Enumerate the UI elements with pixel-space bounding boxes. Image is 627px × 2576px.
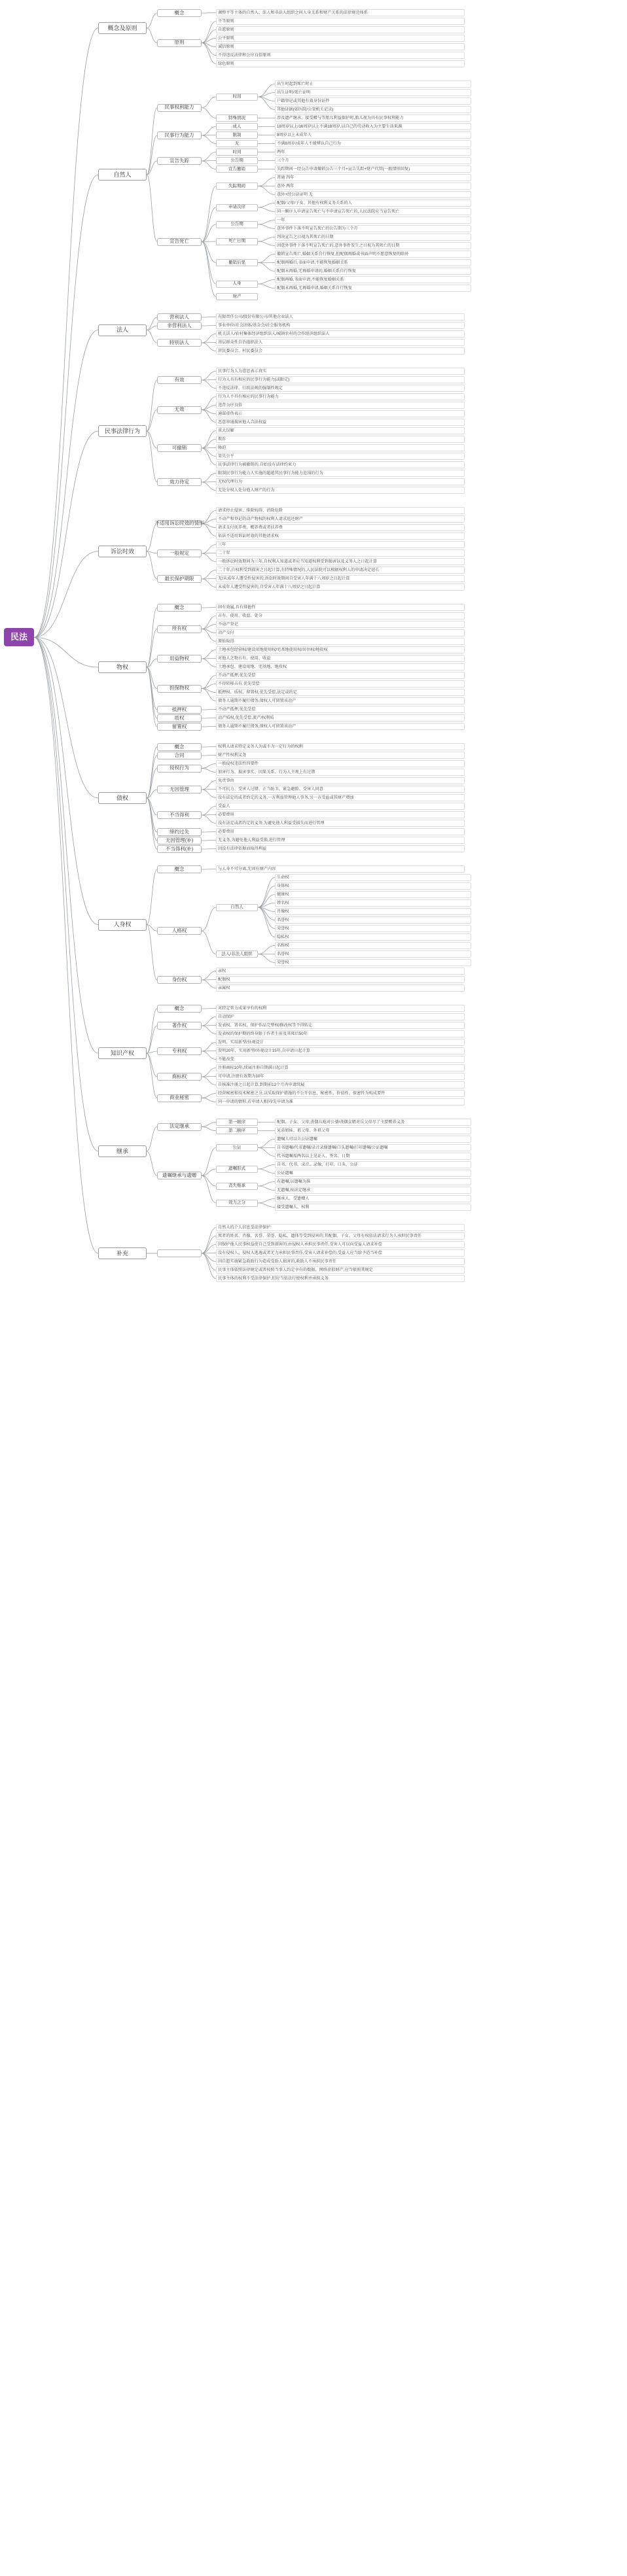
leaf-3-1-1: 违背公序良俗 bbox=[216, 402, 465, 409]
node-5-5[interactable]: 质权 bbox=[157, 714, 202, 722]
leaf-3-2-0: 重大误解 bbox=[216, 427, 465, 434]
node-6-5[interactable]: 缔约过失 bbox=[157, 828, 202, 836]
leaf-4-1-2: 一般诉讼时效期间为三年,自权利人知道或者应当知道权利受到损害以及义务人之日起计算 bbox=[216, 558, 465, 565]
leaf-1-1-0-0: 18周岁以上/16周岁以上不满18周岁,以自己的劳动收入为主要生活来源 bbox=[275, 123, 471, 130]
leaf-5-2-0: 土地承包经营权/建设用地使用权/宅基地使用权/居住权/地役权 bbox=[216, 646, 465, 653]
leaf-1-2-0-0: 两年 bbox=[275, 148, 471, 156]
leaf-6-6-0: 无义务,为避免他人利益受损,进行管理 bbox=[216, 837, 465, 844]
node-6-4[interactable]: 不当得利 bbox=[157, 811, 202, 819]
node-7-0[interactable]: 概念 bbox=[157, 865, 202, 873]
leaf-5-1-2: 动产交付 bbox=[216, 629, 465, 636]
leaf-8-3-2: 自核准注册之日起计算,到期前12个月内申请续展 bbox=[216, 1081, 465, 1088]
leaf-4-0-2: 请求支付抚养费、赡养费或者扶养费 bbox=[216, 524, 465, 531]
subnode-1-3-5[interactable]: 人身 bbox=[216, 281, 258, 288]
leaf-3-0-1: 行为人具有相应的民事行为能力(或限定) bbox=[216, 376, 465, 383]
leaf-1-0-1-0: 涉及遗产继承、接受赠与等胎儿利益保护时,胎儿视为具有民事权利能力 bbox=[275, 114, 471, 122]
leaf-9-1-3-0: 继承人、受遗赠人 bbox=[275, 1195, 471, 1202]
leaf-3-1-3: 恶意串通损害他人合法权益 bbox=[216, 419, 465, 426]
leaf-9-1-2-1: 无遗嘱,按法定继承 bbox=[275, 1187, 471, 1194]
node-6-3[interactable]: 无因管理 bbox=[157, 786, 202, 793]
leaf-1-2-2-0: 失踪期间一经公告申请撤销公告三个月+宣告失踪+财产代管(一般情形回复) bbox=[275, 165, 471, 173]
subnode-1-0-1[interactable]: 特殊情况 bbox=[216, 114, 258, 122]
leaf-3-3-0: 限制民事行为能力人实施的超越其民事行为能力范围的行为 bbox=[216, 470, 465, 477]
subnode-1-2-1[interactable]: 公告期 bbox=[216, 157, 258, 164]
leaf-3-0-2: 不违反法律、行政法规的强制性规定 bbox=[216, 385, 465, 392]
leaf-0-1-2: 公平原则 bbox=[216, 35, 465, 42]
leaf-4-2-1: 无/未成年人遭受性侵害的,诉讼时效期间自受害人年满十八周岁之日起计算 bbox=[216, 575, 465, 582]
leaf-3-2-1: 欺诈 bbox=[216, 436, 465, 443]
leaf-6-4-2: 没有法定或者约定的义务,为避免他人利益受损失而进行管理 bbox=[216, 820, 465, 827]
node-7-1[interactable]: 人格权 bbox=[157, 927, 202, 935]
leaf-6-3-2: 没有法定的或者约定的义务,一方利益管理他人事务,另一方受益或其财产增加 bbox=[216, 794, 465, 801]
subnode-1-0-0[interactable]: 时间 bbox=[216, 94, 258, 101]
leaf-5-4-0: 不动产抵押,优先受偿 bbox=[216, 706, 465, 713]
leaf-3-2-3: 显失公平 bbox=[216, 453, 465, 460]
leaf-2-2-2: 居民委员会、村民委员会 bbox=[216, 347, 465, 355]
node-4-2[interactable]: 最长保护期限 bbox=[157, 575, 202, 583]
branch-4[interactable]: 诉讼时效 bbox=[98, 546, 147, 557]
leaf-9-0-1-0: 兄弟姐妹、祖父母、外祖父母 bbox=[275, 1127, 471, 1134]
leaf-1-3-1-0: 配偶/父母/子女、其他有权利义务关系的人 bbox=[275, 200, 471, 207]
node-4-0[interactable]: 不适用诉讼时效的情形 bbox=[157, 520, 202, 528]
leaf-6-3-0: 免责事由 bbox=[216, 777, 465, 784]
leaf-1-3-4-2: 配偶未再婚,无再婚申请的,婚姻关系自行恢复 bbox=[275, 268, 471, 275]
branch-3[interactable]: 民事法律行为 bbox=[98, 425, 147, 437]
leaf-3-0-0: 民事行为人为意思表示真实 bbox=[216, 368, 465, 375]
leaf-9-0-0-0: 配偶、子女、父母;丧偶儿媳对公婆/丧偶女婿对岳父母尽了主要赡养义务 bbox=[275, 1119, 471, 1126]
subnode-9-1-3[interactable]: 效力之分 bbox=[216, 1200, 258, 1207]
branch-7[interactable]: 人身权 bbox=[98, 919, 147, 931]
branch-1[interactable]: 自然人 bbox=[98, 169, 147, 181]
node-8-0[interactable]: 概念 bbox=[157, 1005, 202, 1013]
node-8-1[interactable]: 著作权 bbox=[157, 1022, 202, 1030]
leaf-6-2-0: 一般侵权违法性四要件 bbox=[216, 760, 465, 767]
leaf-6-0-0: 权利人请求特定义务人为或不为一定行为的权利 bbox=[216, 743, 465, 750]
node-2-0[interactable]: 营利法人 bbox=[157, 313, 202, 321]
node-5-1[interactable]: 所有权 bbox=[157, 625, 202, 633]
leaf-7-1-0-3: 姓名权 bbox=[275, 899, 471, 907]
leaf-6-4-1: 必要费用 bbox=[216, 811, 465, 818]
leaf-1-1-2-0: 不满8周岁/成年人不能辨认自己行为 bbox=[275, 140, 471, 147]
subnode-1-3-3[interactable]: 死亡日期 bbox=[216, 238, 258, 245]
leaf-5-1-0: 占有、使用、收益、处分 bbox=[216, 612, 465, 619]
leaf-4-2-0: 二十年,自权利受到损害之日起计算,有特殊情况的,人民法院可以根据权利人的申请决定延长 bbox=[216, 566, 465, 574]
node-2-1[interactable]: 非营利法人 bbox=[157, 322, 202, 330]
subnode-7-1-0[interactable]: 自然人 bbox=[216, 904, 258, 911]
node-5-6[interactable]: 留置权 bbox=[157, 723, 202, 731]
leaf-2-2-1: 基层群众性自治组织法人 bbox=[216, 339, 465, 346]
node-5-2[interactable]: 用益物权 bbox=[157, 655, 202, 663]
node-1-0[interactable]: 民事权利能力 bbox=[157, 104, 202, 112]
node-6-0[interactable]: 概念 bbox=[157, 743, 202, 751]
leaf-9-1-0-2: 代书遗嘱需两名以上见证人、签名、日期 bbox=[275, 1153, 471, 1160]
node-5-3[interactable]: 担保物权 bbox=[157, 685, 202, 693]
leaf-7-1-0-5: 名誉权 bbox=[275, 916, 471, 924]
subnode-1-3-1[interactable]: 申请次序 bbox=[216, 204, 258, 211]
leaf-3-2-4: 民事法律行为被撤销的,自始没有法律约束力 bbox=[216, 461, 465, 468]
leaf-2-0-0: 有限责任公司/股份有限公司/其他企业法人 bbox=[216, 313, 465, 321]
branch-10[interactable]: 补充 bbox=[98, 1247, 147, 1259]
leaf-10-0-3: 没有侵权人、侵权人逃逸或者无力承担民事责任,受害人请求补偿的,受益人应当给予适当补偿 bbox=[216, 1249, 465, 1257]
leaf-7-2-1: 配偶权 bbox=[216, 976, 465, 983]
subnode-1-3-4[interactable]: 撤销后果 bbox=[216, 259, 258, 266]
leaf-6-5-0: 必要费用 bbox=[216, 828, 465, 835]
subnode-1-2-2[interactable]: 宣告撤销 bbox=[216, 165, 258, 173]
leaf-8-2-1: 发明20年、实用新型/外观设计15年,自申请日起计算 bbox=[216, 1047, 465, 1054]
leaf-8-1-1: 发表权、署名权、保护作品完整权/修改权等不得转让 bbox=[216, 1022, 465, 1029]
node-0-1[interactable]: 原则 bbox=[157, 39, 202, 47]
node-1-3[interactable]: 宣告死亡 bbox=[157, 238, 202, 246]
leaf-4-0-3: 依法不适用诉讼时效的其他请求权 bbox=[216, 532, 465, 540]
node-4-1[interactable]: 一般规定 bbox=[157, 549, 202, 557]
leaf-5-5-0: 动产质权,优先受偿,流产/权利质 bbox=[216, 714, 465, 722]
leaf-6-4-0: 受益人 bbox=[216, 803, 465, 810]
leaf-1-3-2-1: 意外事件下落不明宣告死亡的公告期为三个月 bbox=[275, 225, 471, 232]
leaf-10-0-5: 民事主体依照法律规定或者按照当事人约定享有的数据、网络虚拟财产,应当依照其规定 bbox=[216, 1266, 465, 1274]
leaf-2-1-0: 事业单位/社会团体/基金会/社会服务机构 bbox=[216, 322, 465, 329]
leaf-3-1-2: 通谋虚伪表示 bbox=[216, 410, 465, 417]
leaf-8-1-0: 自动保护 bbox=[216, 1013, 465, 1020]
leaf-10-0-1: 死者的姓名、肖像、名誉、荣誉、隐私、遗体等受到侵害的,其配偶、子女、父母有权依法请求行为人承担民事责任 bbox=[216, 1232, 465, 1240]
leaf-5-2-1: 对他人之物占有、使用、收益 bbox=[216, 655, 465, 662]
leaf-8-0-0: 对特定智力成果享有的权利 bbox=[216, 1005, 465, 1012]
node-8-3[interactable]: 商标权 bbox=[157, 1073, 202, 1081]
node-6-6[interactable]: 无因管理(补) bbox=[157, 837, 202, 844]
node-8-4[interactable]: 商业秘密 bbox=[157, 1094, 202, 1102]
leaf-7-1-0-6: 荣誉权 bbox=[275, 925, 471, 932]
leaf-7-1-0-7: 隐私权 bbox=[275, 933, 471, 941]
leaf-9-1-1-0: 自书、代书、录音、录像、打印、口头、公证 bbox=[275, 1161, 471, 1168]
leaf-1-0-0-1: 出生证明/死亡证明 bbox=[275, 89, 471, 96]
leaf-9-1-3-1: 接受遗嘱人、权利 bbox=[275, 1204, 471, 1211]
branch-5[interactable]: 物权 bbox=[98, 661, 147, 673]
leaf-8-3-1: 可申请,注册有效期为10年 bbox=[216, 1073, 465, 1080]
leaf-0-1-3: 诚信原则 bbox=[216, 43, 465, 50]
leaf-7-1-0-2: 健康权 bbox=[275, 891, 471, 898]
subnode-1-1-2[interactable]: 无 bbox=[216, 140, 258, 147]
leaf-9-1-2-0: 有遗嘱,以遗嘱为准 bbox=[275, 1178, 471, 1185]
leaf-5-3-3: 债务人逾期不履行债务,债权人可留置该动产 bbox=[216, 697, 465, 705]
leaf-8-4-0: 经营秘密和技术秘密之分,以采取保护措施的不公开信息、秘密性、价值性、保密性为构成要件 bbox=[216, 1090, 465, 1097]
leaf-7-1-1-0: 名称权 bbox=[275, 942, 471, 949]
leaf-1-3-5-1: 配偶未再婚,无再婚申请,婚姻关系自行恢复 bbox=[275, 285, 471, 292]
subnode-9-1-0[interactable]: 公证 bbox=[216, 1144, 258, 1151]
node-3-2[interactable]: 可撤销 bbox=[157, 444, 202, 452]
leaf-5-2-2: 土地承包、建设用地、宅基地、地役权 bbox=[216, 663, 465, 670]
leaf-0-1-5: 绿色原则 bbox=[216, 60, 465, 67]
leaf-10-0-0: 自然人的个人信息受法律保护 bbox=[216, 1224, 465, 1231]
node-2-2[interactable]: 特别法人 bbox=[157, 339, 202, 347]
leaf-1-3-0-1: 意外 两年 bbox=[275, 183, 471, 190]
leaf-5-1-3: 原始取得 bbox=[216, 638, 465, 645]
node-3-0[interactable]: 有效 bbox=[157, 376, 202, 384]
leaf-1-3-0-0: 普通 四年 bbox=[275, 174, 471, 181]
node-3-3[interactable]: 效力待定 bbox=[157, 478, 202, 486]
subnode-9-1-1[interactable]: 遗嘱形式 bbox=[216, 1166, 258, 1173]
leaf-2-2-0: 机关法人/农村集体经济组织法人/城镇农村的合作经济组织法人 bbox=[216, 330, 465, 338]
node-5-0[interactable]: 概念 bbox=[157, 604, 202, 612]
leaf-1-3-2-0: 一年 bbox=[275, 217, 471, 224]
root-node[interactable]: 民法 bbox=[4, 628, 34, 646]
leaf-4-0-1: 不动产和登记的动产物权的权利人请求返还财产 bbox=[216, 515, 465, 523]
node-6-7[interactable]: 不当得利(补) bbox=[157, 845, 202, 853]
node-1-1[interactable]: 民事行为能力 bbox=[157, 131, 202, 139]
leaf-0-1-1: 自愿原则 bbox=[216, 26, 465, 33]
leaf-6-7-0: 因没有法律依据而取得利益 bbox=[216, 845, 465, 852]
leaf-1-3-5-0: 配偶再婚,书面申请,不能恢复婚姻关系 bbox=[275, 276, 471, 283]
leaf-1-0-0-3: 其他证据(如医院/公安机关记录) bbox=[275, 106, 471, 113]
node-6-1[interactable]: 合同 bbox=[157, 752, 202, 759]
leaf-1-3-1-1: 同一顺序人申请宣告死亡与不申请宣告死亡的,人民法院应当宣告死亡 bbox=[275, 208, 471, 215]
leaf-1-0-0-2: 户籍登记或其他有效身份证件 bbox=[275, 97, 471, 105]
node-10-0[interactable] bbox=[157, 1249, 202, 1257]
leaf-7-2-0: 亲权 bbox=[216, 967, 465, 975]
leaf-7-0-0: 与人身不可分离,无固有财产内容 bbox=[216, 865, 465, 873]
leaf-8-4-1: 同一申请的情形,若申请人相同/先申请为准 bbox=[216, 1098, 465, 1105]
leaf-0-1-0: 平等原则 bbox=[216, 18, 465, 25]
leaf-7-1-0-0: 生命权 bbox=[275, 874, 471, 881]
leaf-9-1-0-0: 遗嘱人可以立公证遗嘱 bbox=[275, 1136, 471, 1143]
leaf-3-3-1: 无权代理行为 bbox=[216, 478, 465, 485]
leaf-1-3-3-0: 判决宣告之日视为其死亡的日期 bbox=[275, 234, 471, 241]
leaf-1-3-0-2: 意外+经公证证明 无 bbox=[275, 191, 471, 198]
leaf-4-2-2: 未成年人遭受性侵害的,自受害人年满十八周岁之日起计算 bbox=[216, 583, 465, 591]
node-6-2[interactable]: 侵权行为 bbox=[157, 765, 202, 773]
leaf-1-3-4-0: 撤销宣告死亡,婚姻关系自行恢复,但配偶再婚或书面声明不愿意恢复的除外 bbox=[275, 251, 471, 258]
node-9-0[interactable]: 法定继承 bbox=[157, 1123, 202, 1131]
leaf-3-2-2: 胁迫 bbox=[216, 444, 465, 451]
leaf-7-1-0-4: 肖像权 bbox=[275, 908, 471, 915]
leaf-9-1-0-1: 自书遗嘱/代书遗嘱/录音录像遗嘱/口头遗嘱/打印遗嘱/公证遗嘱 bbox=[275, 1144, 471, 1151]
leaf-1-0-0-0: 出生时起到死亡时止 bbox=[275, 80, 471, 88]
leaf-10-0-2: 因保护他人民事权益使自己受到损害的,由侵权人承担民事责任,受害人可以向受益人请求补偿 bbox=[216, 1241, 465, 1248]
node-3-1[interactable]: 无效 bbox=[157, 406, 202, 414]
branch-0[interactable]: 概念及原则 bbox=[98, 22, 147, 34]
subnode-9-1-2[interactable]: 丧失继承 bbox=[216, 1183, 258, 1190]
leaf-7-2-2: 亲属权 bbox=[216, 984, 465, 992]
subnode-1-1-1[interactable]: 限制 bbox=[216, 131, 258, 139]
leaf-3-3-2: 无处分权人处分他人财产的行为 bbox=[216, 487, 465, 494]
subnode-1-1-0[interactable]: 成人 bbox=[216, 123, 258, 130]
leaf-4-0-0: 请求停止侵害、排除妨碍、消除危险 bbox=[216, 507, 465, 514]
subnode-1-3-2[interactable]: 公告期 bbox=[216, 221, 258, 228]
leaf-0-0-0: 调整平等主体的自然人、法人和非法人组织之间人身关系和财产关系的法律规范体系 bbox=[216, 9, 465, 16]
leaf-8-2-2: 不能改变 bbox=[216, 1056, 465, 1063]
leaf-5-1-1: 不动产登记 bbox=[216, 621, 465, 628]
leaf-5-3-1: 不得转移占有,优先受偿 bbox=[216, 680, 465, 688]
leaf-7-1-1-1: 名誉权 bbox=[275, 950, 471, 958]
leaf-6-3-1: 不可抗力、受害人过错、正当防卫、紧急避险、受害人同意 bbox=[216, 786, 465, 793]
leaf-7-1-1-2: 荣誉权 bbox=[275, 959, 471, 966]
node-8-2[interactable]: 专利权 bbox=[157, 1047, 202, 1055]
leaf-0-1-4: 不得违反法律和公序良俗原则 bbox=[216, 52, 465, 59]
leaf-5-3-2: 抵押权、质权、留置权,优先受偿,法定或约定 bbox=[216, 689, 465, 696]
branch-6[interactable]: 债权 bbox=[98, 792, 147, 804]
leaf-10-0-6: 民事主体的权利不受法律保护,但应当依法行使权利并承担义务 bbox=[216, 1275, 465, 1282]
node-0-0[interactable]: 概念 bbox=[157, 9, 202, 17]
subnode-9-0-1[interactable]: 第二顺序 bbox=[216, 1127, 258, 1134]
node-7-2[interactable]: 身份权 bbox=[157, 976, 202, 984]
subnode-9-0-0[interactable]: 第一顺序 bbox=[216, 1119, 258, 1126]
leaf-6-1-0: 财产性权利义务 bbox=[216, 752, 465, 759]
leaf-7-1-0-1: 身体权 bbox=[275, 882, 471, 890]
subnode-1-3-6[interactable]: 财产 bbox=[216, 293, 258, 300]
subnode-7-1-1[interactable]: 法人/非法人组织 bbox=[216, 950, 258, 958]
leaf-1-2-1-0: 三个月 bbox=[275, 157, 471, 164]
leaf-1-3-4-1: 配偶再婚后,书面申请,不能恢复婚姻关系 bbox=[275, 259, 471, 266]
leaf-1-1-1-0: 8周岁以上未成年人 bbox=[275, 131, 471, 139]
node-1-2[interactable]: 宣告失踪 bbox=[157, 157, 202, 165]
leaf-5-3-0: 不动产抵押,优先受偿 bbox=[216, 672, 465, 679]
leaf-5-0-0: 固有效属,具有排他性 bbox=[216, 604, 465, 611]
leaf-4-1-1: 二十年 bbox=[216, 549, 465, 557]
subnode-1-2-0[interactable]: 时间 bbox=[216, 148, 258, 156]
leaf-6-2-1: 加害行为、损害事实、因果关系、行为人主观上有过错 bbox=[216, 769, 465, 776]
node-9-1[interactable]: 遗嘱继承与遗赠 bbox=[157, 1172, 202, 1179]
leaf-5-6-0: 债务人逾期不履行债务,债权人可留置该动产 bbox=[216, 723, 465, 730]
node-5-4[interactable]: 抵押权 bbox=[157, 706, 202, 714]
leaf-4-1-0: 三年 bbox=[216, 541, 465, 548]
leaf-8-2-0: 发明、实用新型/外观设计 bbox=[216, 1039, 465, 1046]
subnode-1-3-0[interactable]: 失踪期间 bbox=[216, 183, 258, 190]
branch-8[interactable]: 知识产权 bbox=[98, 1047, 147, 1059]
leaf-9-1-1-1: 公证遗嘱 bbox=[275, 1170, 471, 1177]
branch-2[interactable]: 法人 bbox=[98, 324, 147, 336]
leaf-3-1-0: 行为人不具有相应的民事行为能力 bbox=[216, 393, 465, 400]
leaf-10-0-4: 因自愿实施紧急救助行为造成受助人损害的,救助人不承担民事责任 bbox=[216, 1258, 465, 1265]
leaf-1-3-3-1: 因意外事件下落不明宣告死亡的,意外事件发生之日视为其死亡的日期 bbox=[275, 242, 471, 249]
leaf-8-3-0: 注册商标10年,续展注册自期满日起计算 bbox=[216, 1064, 465, 1071]
leaf-8-1-2: 发表权的保护期的终身限于作者生前及其死后50年 bbox=[216, 1030, 465, 1037]
branch-9[interactable]: 继承 bbox=[98, 1145, 147, 1157]
